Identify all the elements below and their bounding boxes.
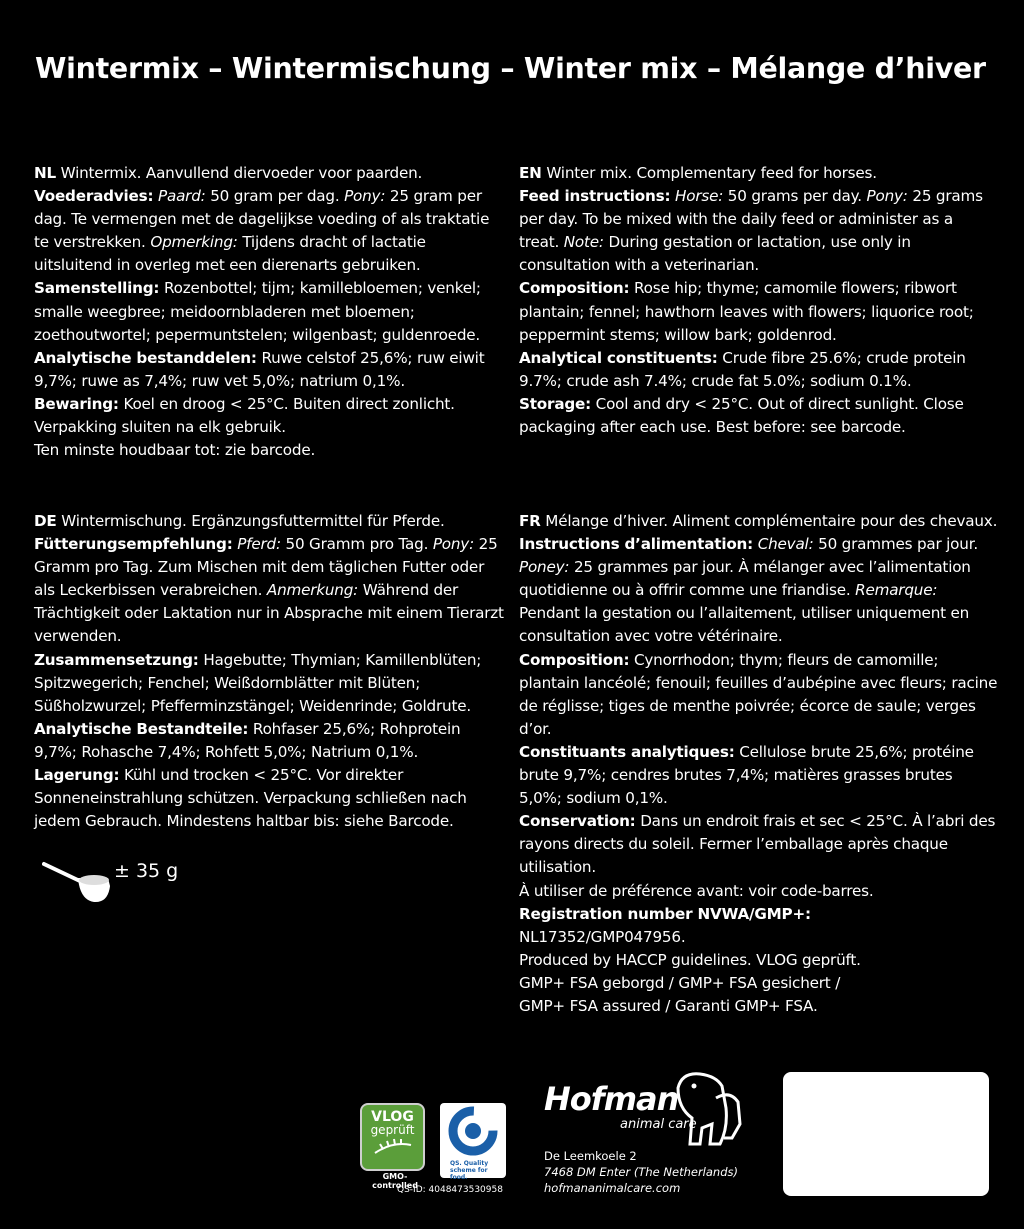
qs-id: QS-ID: 4048473530958 bbox=[397, 1185, 503, 1195]
wheat-icon bbox=[371, 1137, 415, 1157]
de-intro: DE Wintermischung. Ergänzungsfuttermittel für Pferde. bbox=[34, 512, 445, 530]
en-composition: Composition: Rose hip; thyme; camomile flowers; ribwort plantain; fennel; hawthorn leaves with flowers; liquorice root; peppermint stems; willow bark; goldenrod. bbox=[519, 279, 974, 344]
address-street: De Leemkoele 2 bbox=[544, 1149, 637, 1163]
nl-advice: Voederadvies: Paard: 50 gram per dag. Pony: 25 gram per dag. Te vermengen met de dagelijkse voeding of als traktatie te verstrekken. Opmerking: Tijdens dracht of lactatie uitsluitend in overleg met een dierenarts gebruiken. bbox=[34, 187, 490, 275]
fr-storage: Conservation: Dans un endroit frais et sec < 25°C. À l’abri des rayons directs du soleil. Fermer l’emballage après chaque utilisation. bbox=[519, 812, 996, 877]
fr-intro: FR Mélange d’hiver. Aliment complémentaire pour des chevaux. bbox=[519, 512, 998, 530]
vlog-subtitle: geprüft bbox=[370, 1123, 415, 1137]
de-advice: Fütterungsempfehlung: Pferd: 50 Gramm pro Tag. Pony: 25 Gramm pro Tag. Zum Mischen mit dem täglichen Futter oder als Leckerbissen verabreichen. Anmerkung: Während der Trächtigkeit oder Laktation nur in Absprache mit einem Tierarzt verwenden. bbox=[34, 535, 504, 646]
vlog-logo bbox=[360, 1103, 425, 1171]
dose-label: ± 35 g bbox=[114, 860, 179, 882]
fr-best-before: À utiliser de préférence avant: voir code-barres. bbox=[519, 881, 874, 900]
section-en bbox=[519, 162, 994, 439]
fr-analytical: Constituants analytiques: Cellulose brute 25,6%; protéine brute 9,7%; cendres brutes 7,4%; matières grasses brutes 5,0%; sodium 0,1%. bbox=[519, 742, 974, 808]
horse-calf-logo bbox=[672, 1068, 744, 1146]
registration-label: Registration number NVWA/GMP+: bbox=[519, 905, 811, 923]
brand-logo: Hofman bbox=[544, 1080, 679, 1118]
en-intro: EN Winter mix. Complementary feed for horses. bbox=[519, 164, 877, 182]
vlog-title: VLOG bbox=[371, 1109, 414, 1125]
nl-intro: NL Wintermix. Aanvullend diervoeder voor paarden. bbox=[34, 164, 423, 182]
page-title: Wintermix – Wintermischung – Winter mix – Mélange d’hiver bbox=[35, 52, 986, 85]
nl-analytical: Analytische bestanddelen: Ruwe celstof 25,6%; ruw eiwit 9,7%; ruwe as 7,4%; ruw vet 5,0%; natrium 0,1%. bbox=[34, 348, 485, 390]
fr-advice: Instructions d’alimentation: Cheval: 50 grammes par jour. Poney: 25 grammes par jour. À mélanger avec l’alimentation quotidienne ou à offrir comme une friandise. Remarque: Pendant la gestation ou l’allaitement, utiliser uniquement en consultation avec votre vétérinaire. bbox=[519, 535, 978, 646]
gmp-line-2: GMP+ FSA assured / Garanti GMP+ FSA. bbox=[519, 997, 818, 1016]
de-storage: Lagerung: Kühl und trocken < 25°C. Vor direkter Sonneneinstrahlung schützen. Verpackung schließen nach jedem Gebrauch. Mindestens haltbar bis: siehe Barcode. bbox=[34, 766, 467, 831]
section-nl bbox=[34, 162, 504, 462]
gmo-label: GMO-controlled bbox=[372, 1172, 418, 1190]
registration-block bbox=[519, 903, 994, 1018]
en-analytical: Analytical constituents: Crude fibre 25.6%; crude protein 9.7%; crude ash 7.4%; crude fat 5.0%; sodium 0.1%. bbox=[519, 348, 966, 390]
en-advice: Feed instructions: Horse: 50 grams per day. Pony: 25 grams per day. To be mixed with the daily feed or administer as a treat. Note: During gestation or lactation, use only in consultation with a veterinarian. bbox=[519, 187, 983, 275]
de-analytical: Analytische Bestandteile: Rohfaser 25,6%; Rohprotein 9,7%; Rohasche 7,4%; Rohfett 5,0%; Natrium 0,1%. bbox=[34, 719, 461, 761]
section-fr bbox=[519, 510, 999, 903]
address-city: 7468 DM Enter (The Netherlands) bbox=[544, 1165, 738, 1179]
gmp-line-1: GMP+ FSA geborgd / GMP+ FSA gesichert / bbox=[519, 974, 841, 993]
haccp-line: Produced by HACCP guidelines. VLOG geprüft. bbox=[519, 951, 861, 970]
qs-text: QS. Quality scheme for food. bbox=[450, 1160, 489, 1181]
section-de bbox=[34, 510, 504, 833]
en-storage: Storage: Cool and dry < 25°C. Out of direct sunlight. Close packaging after each use. Best before: see barcode. bbox=[519, 394, 964, 437]
nl-composition: Samenstelling: Rozenbottel; tijm; kamillebloemen; venkel; smalle weegbree; meidoornbladeren met bloemen; zoethoutwortel; pepermuntstelen; wilgenbast; guldenroede. bbox=[34, 279, 481, 344]
qs-emblem-icon bbox=[440, 1103, 506, 1159]
nl-storage: Bewaring: Koel en droog < 25°C. Buiten direct zonlicht. Verpakking sluiten na elk gebruik. bbox=[34, 394, 455, 437]
address-block bbox=[544, 1148, 738, 1196]
address-website[interactable]: hofmananimalcare.com bbox=[544, 1181, 681, 1195]
de-composition: Zusammensetzung: Hagebutte; Thymian; Kamillenblüten; Spitzwegerich; Fenchel; Weißdornblätter mit Blüten; Süßholzwurzel; Pfefferminzstängel; Weidenrinde; Goldrute. bbox=[34, 650, 482, 715]
nl-best-before: Ten minste houdbaar tot: zie barcode. bbox=[34, 441, 316, 460]
fr-composition: Composition: Cynorrhodon; thym; fleurs de camomille; plantain lancéolé; fenouil; feuilles d’aubépine avec fleurs; racine de réglisse; tiges de menthe poivrée; écorce de saule; verges d’or. bbox=[519, 650, 998, 738]
barcode-area bbox=[783, 1072, 989, 1196]
brand-subtitle: animal care bbox=[620, 1117, 697, 1132]
measuring-scoop-icon bbox=[42, 856, 112, 906]
registration-number: NL17352/GMP047956. bbox=[519, 928, 686, 947]
